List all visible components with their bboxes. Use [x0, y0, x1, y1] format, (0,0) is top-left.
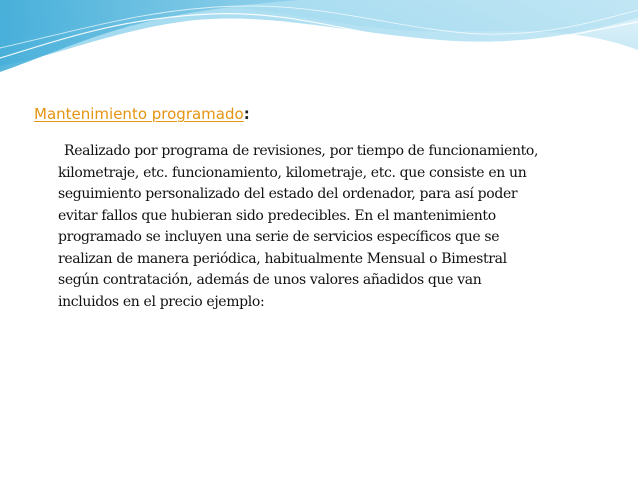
body-line: evitar fallos que hubieran sido predecibles. En el mantenimiento: [58, 207, 496, 224]
body-line: según contratación, además de unos valores añadidos que van: [58, 272, 482, 288]
slide-title: [34, 104, 250, 124]
title-colon: :: [243, 105, 250, 123]
body-line: programado se incluyen una serie de servicios específicos que se: [58, 229, 500, 245]
body-line: kilometraje, etc. funcionamiento, kilometraje, etc. que consiste en un: [58, 164, 527, 181]
body-paragraph: [58, 141, 598, 313]
body-line: seguimiento personalizado del estado del ordenador, para así poder: [58, 186, 518, 202]
body-line: realizan de manera periódica, habitualmente Mensual o Bimestral: [58, 250, 507, 267]
body-line: incluidos en el precio ejemplo:: [58, 293, 265, 310]
decorative-wave-header: [0, 0, 638, 80]
body-line: Realizado por programa de revisiones, por tiempo de funcionamiento,: [64, 143, 539, 159]
title-text: Mantenimiento programado: [34, 105, 244, 123]
